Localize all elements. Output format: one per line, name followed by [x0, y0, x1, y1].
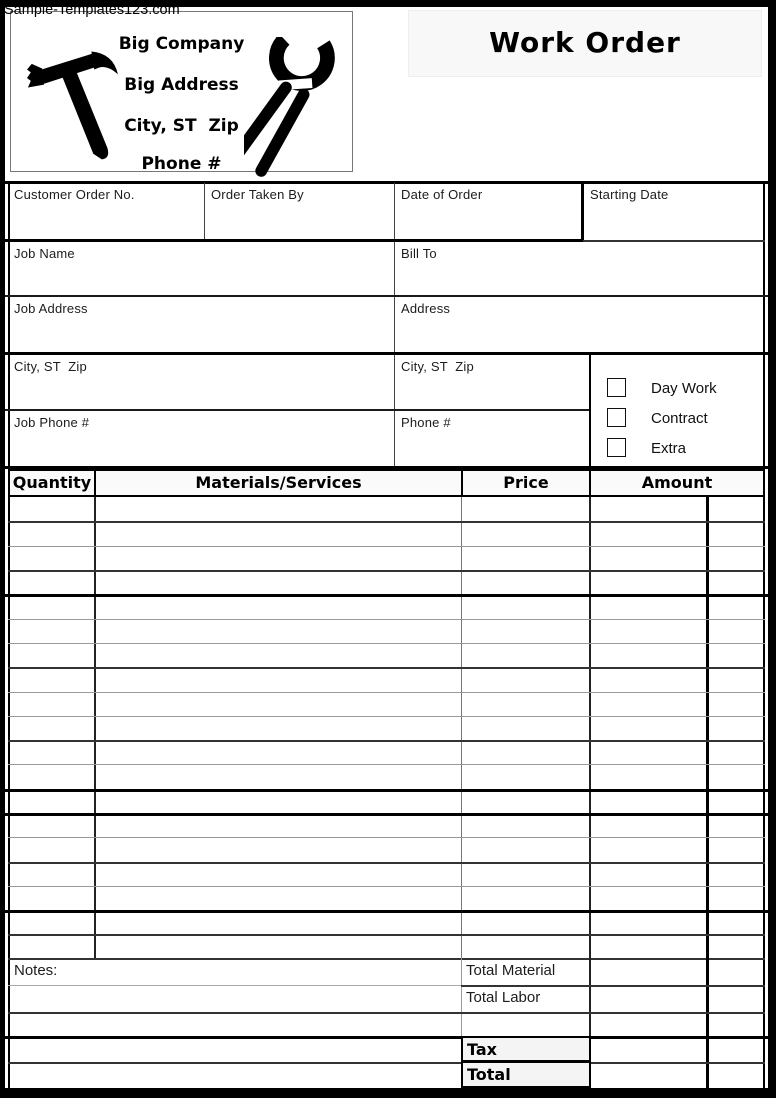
table-row[interactable]	[8, 885, 765, 909]
date-of-order-field[interactable]	[395, 183, 581, 239]
bill-to-label: Bill To	[401, 246, 437, 261]
job-phone-label: Job Phone #	[14, 415, 90, 430]
grid-line	[8, 521, 765, 523]
table-row[interactable]	[8, 546, 765, 570]
company-city-state-zip: City, ST Zip	[124, 116, 239, 136]
contract-label: Contract	[651, 410, 708, 427]
scan-edge-right	[768, 0, 776, 1098]
grid-line	[8, 643, 765, 644]
total-labor-value-cell[interactable]	[591, 986, 763, 1012]
bill-phone-label: Phone #	[401, 415, 451, 430]
bill-city-state-zip-label: City, ST Zip	[401, 359, 474, 374]
table-row[interactable]	[8, 643, 765, 667]
total-material-label: Total Material	[466, 962, 556, 979]
total-label-box	[461, 1061, 591, 1088]
company-name: Big Company	[118, 34, 245, 54]
grid-line	[94, 497, 96, 958]
extra-label: Extra	[651, 440, 687, 457]
table-row[interactable]	[8, 764, 765, 788]
grid-line	[8, 740, 765, 742]
total-material-value-cell[interactable]	[591, 958, 763, 985]
total-label: Total	[467, 1065, 511, 1084]
extra-checkbox[interactable]	[607, 438, 626, 457]
table-row[interactable]	[8, 667, 765, 691]
grid-line	[8, 985, 461, 986]
grid-line	[8, 837, 765, 838]
starting-date-field[interactable]	[584, 183, 763, 239]
notes-field[interactable]	[8, 959, 461, 1036]
total-value-cell[interactable]	[591, 1063, 763, 1088]
company-phone: Phone #	[141, 154, 222, 174]
grid-line	[5, 813, 768, 816]
bill-city-state-zip-field[interactable]	[395, 355, 589, 409]
job-city-state-zip-label: City, ST Zip	[14, 359, 87, 374]
tax-label-box	[461, 1036, 591, 1062]
table-row[interactable]	[8, 594, 765, 618]
grid-line	[8, 886, 765, 887]
grid-line	[8, 692, 765, 693]
table-row[interactable]	[8, 618, 765, 642]
bill-address-label: Address	[401, 301, 451, 316]
tax-label: Tax	[467, 1040, 497, 1059]
table-row[interactable]	[8, 934, 765, 958]
company-address: Big Address	[124, 75, 239, 95]
job-address-field[interactable]	[8, 297, 394, 352]
bill-to-field[interactable]	[395, 242, 763, 295]
grid-line	[8, 934, 765, 936]
contract-checkbox[interactable]	[607, 408, 626, 427]
company-header-box	[10, 11, 353, 172]
order-taken-by-field[interactable]	[205, 183, 394, 239]
order-taken-by-label: Order Taken By	[211, 187, 304, 202]
grid-line	[8, 570, 765, 572]
form-title-box	[408, 10, 762, 77]
table-row[interactable]	[8, 910, 765, 934]
bill-phone-field[interactable]	[395, 411, 589, 466]
grid-line	[5, 910, 768, 913]
customer-order-no-field[interactable]	[8, 183, 204, 239]
job-city-state-zip-field[interactable]	[8, 355, 394, 409]
table-row[interactable]	[8, 570, 765, 594]
customer-order-no-label: Customer Order No.	[14, 187, 135, 202]
table-row[interactable]	[8, 861, 765, 885]
job-address-label: Job Address	[14, 301, 88, 316]
day-work-label: Day Work	[651, 380, 717, 397]
grid-line	[8, 764, 765, 765]
grid-line	[8, 619, 765, 620]
grid-line	[461, 497, 462, 958]
table-row[interactable]	[8, 497, 765, 521]
bill-address-field[interactable]	[395, 297, 763, 352]
grid-line	[589, 497, 591, 958]
scan-edge-bottom	[0, 1088, 776, 1098]
column-header-materials-services: Materials/Services	[94, 469, 463, 497]
grid-line	[589, 352, 591, 466]
notes-label: Notes:	[14, 962, 58, 979]
grid-line	[8, 546, 765, 547]
scan-edge-left	[0, 0, 5, 1098]
table-row[interactable]	[8, 715, 765, 739]
table-row[interactable]	[8, 691, 765, 715]
table-row[interactable]	[8, 521, 765, 545]
column-header-quantity: Quantity	[8, 469, 96, 497]
grid-line	[8, 1012, 765, 1014]
column-header-price: Price	[461, 469, 591, 497]
job-phone-field[interactable]	[8, 411, 394, 466]
column-header-amount: Amount	[589, 469, 765, 497]
job-name-label: Job Name	[14, 246, 75, 261]
total-labor-label: Total Labor	[466, 989, 541, 1006]
date-of-order-label: Date of Order	[401, 187, 483, 202]
grid-line	[5, 789, 768, 792]
grid-line	[8, 862, 765, 864]
starting-date-label: Starting Date	[590, 187, 669, 202]
table-row[interactable]	[8, 837, 765, 861]
table-row[interactable]	[8, 812, 765, 836]
grid-line	[8, 667, 765, 669]
items-table-body	[8, 497, 765, 958]
day-work-checkbox[interactable]	[607, 378, 626, 397]
watermark-text: Sample-Templates123.com	[4, 2, 180, 18]
grid-line	[706, 497, 709, 958]
grid-line	[8, 716, 765, 717]
table-row[interactable]	[8, 740, 765, 764]
grid-line	[5, 594, 768, 597]
form-title: Work Order	[489, 26, 681, 59]
tax-value-cell[interactable]	[591, 1038, 763, 1062]
job-name-field[interactable]	[8, 242, 394, 295]
